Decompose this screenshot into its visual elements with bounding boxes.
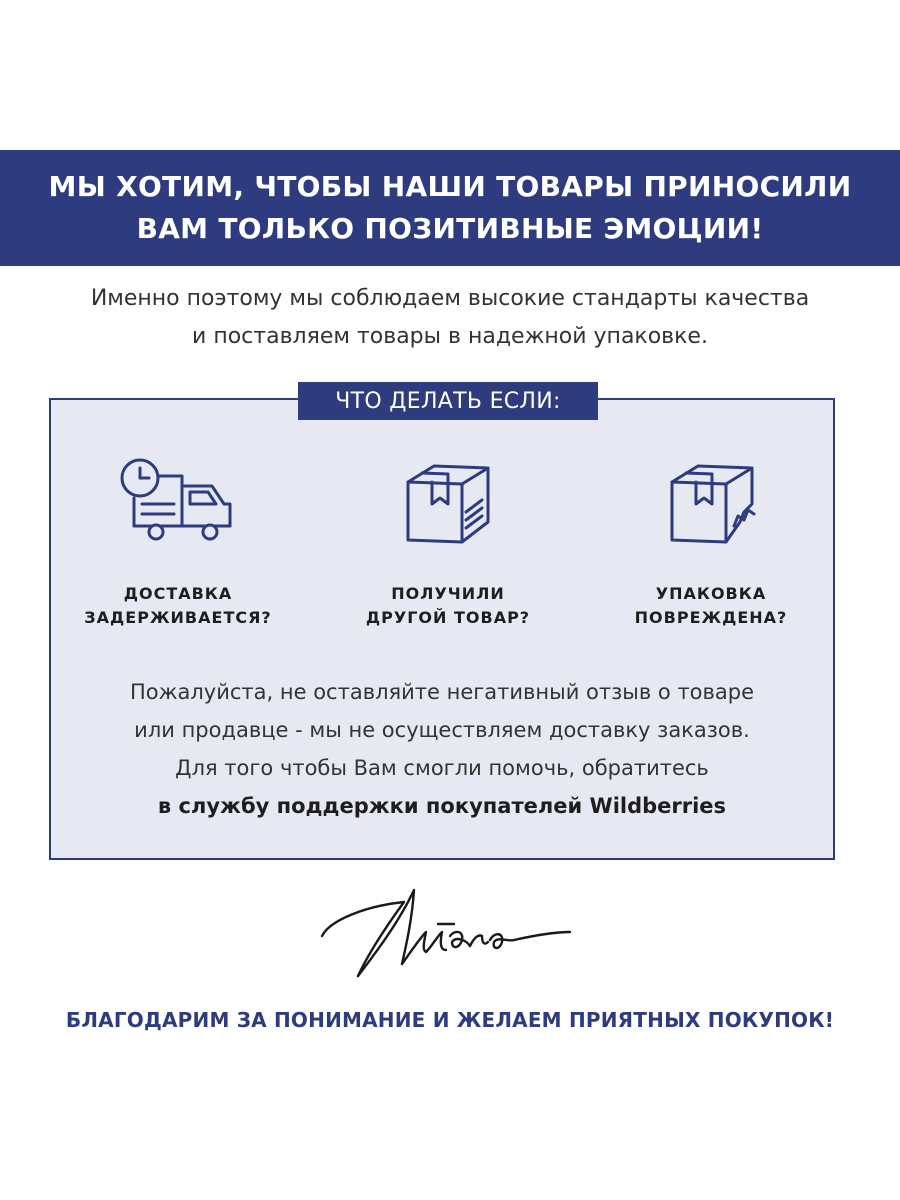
header-line-2: ВАМ ТОЛЬКО ПОЗИТИВНЫЕ ЭМОЦИИ! bbox=[136, 212, 764, 245]
caption-line-1: ПОЛУЧИЛИ bbox=[391, 584, 505, 603]
notice-line-3: Для того чтобы Вам смогли помочь, обратитесь bbox=[175, 756, 709, 780]
caption-line-2: ПОВРЕЖДЕНА? bbox=[634, 608, 788, 627]
caption-package-damaged bbox=[581, 582, 841, 630]
handwritten-signature bbox=[318, 880, 574, 984]
caption-line-2: ДРУГОЙ ТОВАР? bbox=[365, 608, 531, 627]
intro-line-2: и поставляем товары в надежной упаковке. bbox=[192, 324, 708, 349]
notice-line-4: в службу поддержки покупателей Wildberries bbox=[157, 794, 727, 818]
caption-line-1: УПАКОВКА bbox=[655, 584, 767, 603]
notice-line-1: Пожалуйста, не оставляйте негативный отзыв о товаре bbox=[129, 680, 755, 704]
intro-text bbox=[0, 280, 900, 356]
panel-label: ЧТО ДЕЛАТЬ ЕСЛИ: bbox=[298, 382, 598, 420]
notice-line-2: или продавце - мы не осуществляем доставку заказов. bbox=[134, 718, 750, 742]
footer-thanks: БЛАГОДАРИМ ЗА ПОНИМАНИЕ И ЖЕЛАЕМ ПРИЯТНЫХ ПОКУПОК! bbox=[65, 1008, 835, 1032]
header-banner bbox=[0, 150, 900, 266]
intro-line-1: Именно поэтому мы соблюдаем высокие стандарты качества bbox=[90, 286, 810, 311]
caption-delivery-delayed bbox=[48, 582, 308, 630]
support-notice bbox=[49, 673, 835, 825]
caption-line-2: ЗАДЕРЖИВАЕТСЯ? bbox=[84, 608, 272, 627]
caption-line-1: ДОСТАВКА bbox=[123, 584, 233, 603]
delivery-truck-clock-icon bbox=[118, 456, 236, 544]
header-line-1: МЫ ХОТИМ, ЧТОБЫ НАШИ ТОВАРЫ ПРИНОСИЛИ bbox=[48, 170, 852, 203]
package-box-icon bbox=[402, 460, 494, 548]
damaged-box-icon bbox=[666, 460, 758, 548]
caption-wrong-item bbox=[318, 582, 578, 630]
